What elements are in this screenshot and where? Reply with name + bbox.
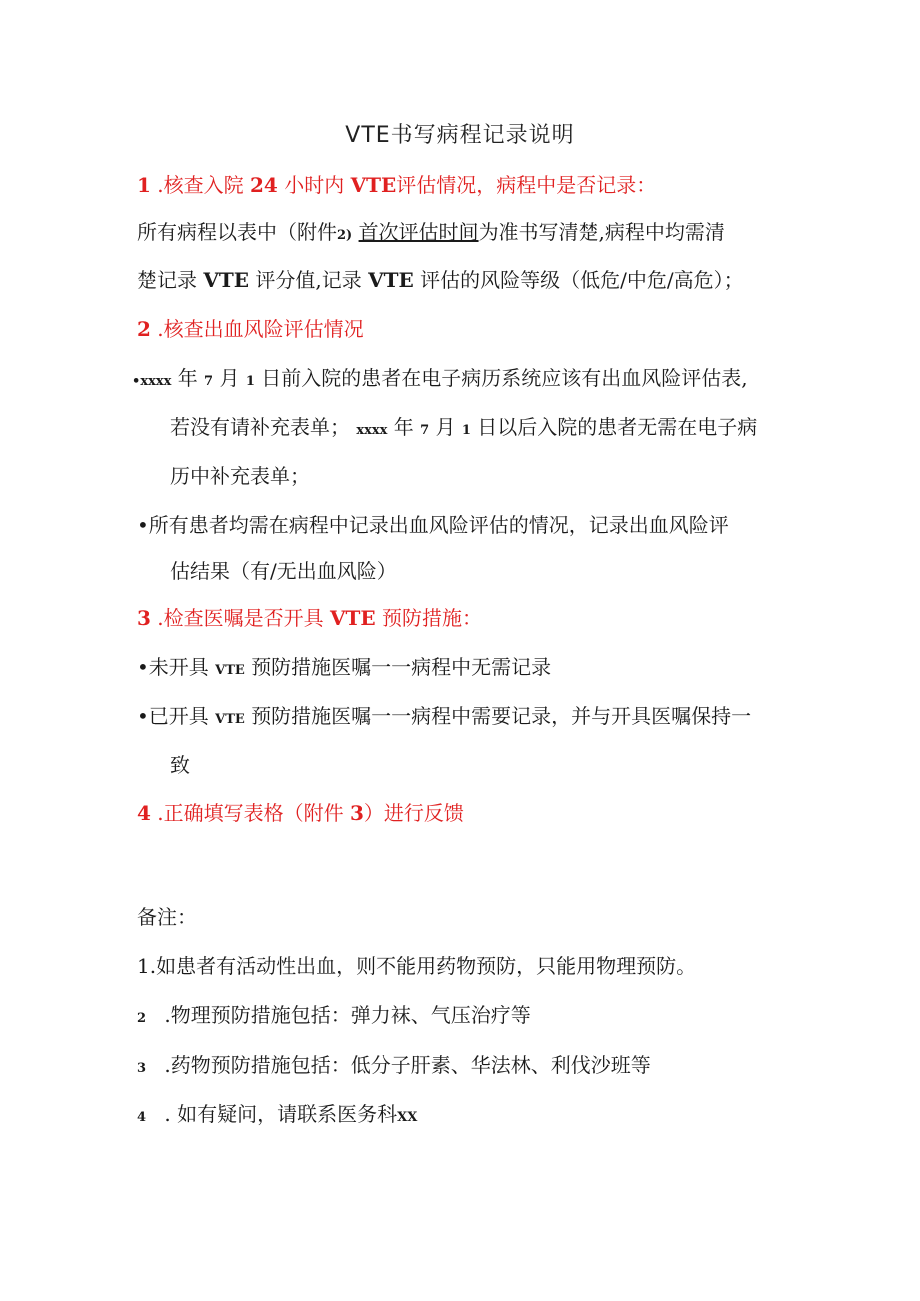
section-4-heading-text: ）进行反馈 xyxy=(363,801,464,825)
vte-label: VTE xyxy=(215,712,245,727)
page-title: VTE书写病程记录说明 xyxy=(345,123,575,148)
day-number: 1 xyxy=(461,423,471,438)
note-text: .物理预防措施包括：弹力袜、气压治疗等 xyxy=(164,1003,531,1027)
notes-label: 备注： xyxy=(137,905,197,929)
text-span: 致 xyxy=(170,753,190,777)
bullet-icon: • xyxy=(137,655,149,679)
section-1-paragraph-line-1 xyxy=(137,218,725,250)
text-span: 历中补充表单； xyxy=(170,464,310,488)
section-2-bullet-2-line-1 xyxy=(137,511,729,539)
note-3 xyxy=(137,1051,651,1083)
attachment-number: 2) xyxy=(337,228,353,243)
text-span: 估结果（有/无出血风险） xyxy=(170,559,397,583)
text-span: 所有患者均需在病程中记录出血风险评估的情况，记录出血风险评 xyxy=(148,513,729,537)
text-span: 年 xyxy=(177,366,198,390)
text-span: 所有病程以表中（附件 xyxy=(137,220,337,244)
section-2-bullet-1-line-1 xyxy=(132,364,748,396)
text-span: 预防措施医嘱一一病程中需要记录，并与开具医嘱保持一 xyxy=(251,704,752,728)
underlined-text: 首次评估时间 xyxy=(358,220,479,244)
section-1-paragraph-line-2 xyxy=(137,266,744,294)
note-number: 3 xyxy=(137,1061,147,1076)
day-number: 1 xyxy=(245,374,255,389)
text-span: 日前入院的患者在电子病历系统应该有出血风险评估表, xyxy=(261,366,748,390)
vte-label: VTE xyxy=(368,268,414,292)
text-span: 楚记录 xyxy=(137,268,197,292)
text-span: 年 xyxy=(393,415,414,439)
month-number: 7 xyxy=(420,423,430,438)
vte-label: VTE xyxy=(215,663,245,678)
section-3-bullet-2-line-1 xyxy=(137,702,751,734)
section-3-heading xyxy=(137,604,482,632)
note-2 xyxy=(137,1001,531,1033)
bullet-icon: • xyxy=(137,704,149,728)
section-2-heading xyxy=(137,315,364,343)
bullet-icon: • xyxy=(132,374,141,389)
bullet-icon: • xyxy=(137,513,149,537)
contact-placeholder: XX xyxy=(397,1110,418,1125)
section-1-heading xyxy=(137,171,656,199)
section-2-number: 2 xyxy=(137,317,151,341)
note-4 xyxy=(137,1100,417,1132)
vte-label: VTE xyxy=(203,268,250,292)
text-span: 未开具 xyxy=(148,655,209,679)
note-text: .药物预防措施包括：低分子肝素、华法林、利伐沙班等 xyxy=(164,1053,651,1077)
section-3-heading-text: 预防措施： xyxy=(382,606,483,630)
section-4-heading xyxy=(137,799,464,827)
section-3-bullet-2-line-2 xyxy=(170,751,190,779)
text-span: 月 xyxy=(219,366,240,390)
section-3-vte: VTE xyxy=(330,606,376,630)
section-3-bullet-1 xyxy=(137,653,551,685)
section-1-heading-text: 评估情况，病程中是否记录： xyxy=(396,173,657,197)
note-text: . 如有疑问，请联系医务科 xyxy=(164,1102,398,1126)
text-span: 日以后入院的患者无需在电子病 xyxy=(477,415,758,439)
section-4-number: 4 xyxy=(137,801,151,825)
section-2-bullet-1-line-3 xyxy=(170,462,310,490)
section-3-number: 3 xyxy=(137,606,151,630)
section-1-heading-text: .核查入院 xyxy=(157,173,244,197)
section-2-heading-text: .核查出血风险评估情况 xyxy=(157,317,364,341)
text-span: 月 xyxy=(435,415,456,439)
section-1-hours: 24 xyxy=(250,173,278,197)
attachment-number: 3 xyxy=(350,801,364,825)
text-span: 为准书写清楚,病程中均需清 xyxy=(478,220,725,244)
text-span: 已开具 xyxy=(148,704,209,728)
section-2-bullet-1-line-2 xyxy=(170,413,757,445)
section-4-heading-text: .正确填写表格（附件 xyxy=(157,801,344,825)
note-number: 4 xyxy=(137,1110,147,1125)
section-1-number: 1 xyxy=(137,173,151,197)
note-1: 1.如患者有活动性出血，则不能用药物预防，只能用物理预防。 xyxy=(137,954,697,978)
year-placeholder: xxxx xyxy=(356,423,388,438)
section-3-heading-text: .检查医嘱是否开具 xyxy=(157,606,324,630)
text-span: 若没有请补充表单； xyxy=(170,415,350,439)
text-span: 评估的风险等级（低危/中危/高危）； xyxy=(420,268,744,292)
note-number: 2 xyxy=(137,1011,147,1026)
year-placeholder: xxxx xyxy=(140,374,172,389)
section-2-bullet-2-line-2 xyxy=(170,557,397,585)
month-number: 7 xyxy=(204,374,214,389)
section-1-vte: VTE xyxy=(350,173,397,197)
text-span: 预防措施医嘱一一病程中无需记录 xyxy=(251,655,552,679)
text-span: 评分值,记录 xyxy=(255,268,362,292)
section-1-heading-text: 小时内 xyxy=(284,173,345,197)
